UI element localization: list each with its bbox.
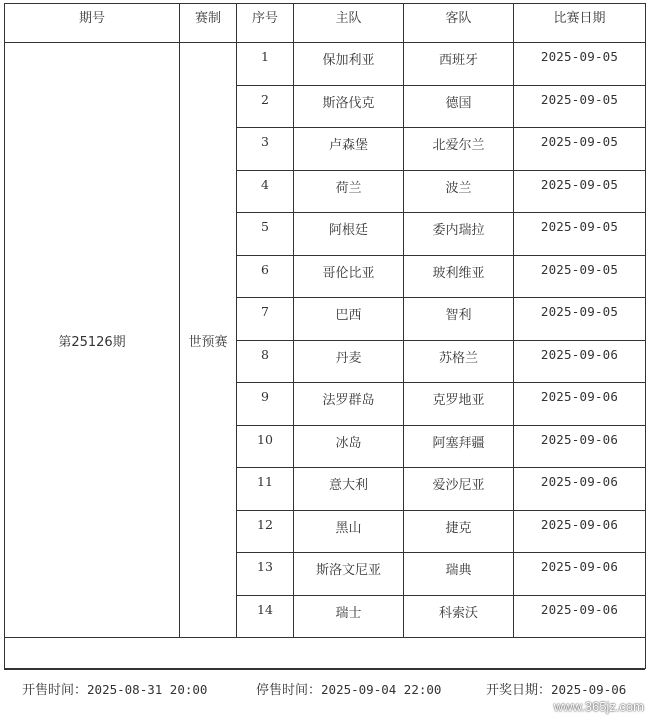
home-team-cell: 巴西 (294, 298, 404, 341)
match-index-cell: 10 (237, 425, 294, 468)
sale-start-label: 开售时间： (22, 683, 88, 698)
header-period: 期号 (5, 4, 180, 43)
away-team-cell: 波兰 (404, 170, 514, 213)
home-team-cell: 意大利 (294, 468, 404, 511)
site-watermark: www.365jz.com (553, 699, 644, 714)
period-cell: 第25126期 (5, 43, 180, 638)
match-schedule-table (4, 3, 646, 669)
header-competition: 赛制 (180, 4, 237, 43)
sale-stop-value: 2025-09-04 22:00 (321, 682, 442, 697)
home-team-cell: 黑山 (294, 510, 404, 553)
away-team-cell: 委内瑞拉 (404, 213, 514, 256)
match-index-cell: 1 (237, 43, 294, 86)
match-index-cell: 4 (237, 170, 294, 213)
home-team-cell: 哥伦比亚 (294, 255, 404, 298)
match-date-cell: 2025-09-05 (514, 213, 646, 256)
match-date-cell: 2025-09-05 (514, 128, 646, 171)
match-date-cell: 2025-09-06 (514, 510, 646, 553)
draw-date-label: 开奖日期： (486, 683, 552, 698)
home-team-cell: 丹麦 (294, 340, 404, 383)
match-date-cell: 2025-09-06 (514, 553, 646, 596)
header-match-date: 比赛日期 (514, 4, 646, 43)
header-index: 序号 (237, 4, 294, 43)
match-date-cell: 2025-09-05 (514, 43, 646, 86)
home-team-cell: 法罗群岛 (294, 383, 404, 426)
match-index-cell: 8 (237, 340, 294, 383)
match-date-cell: 2025-09-06 (514, 425, 646, 468)
match-date-cell: 2025-09-06 (514, 340, 646, 383)
away-team-cell: 智利 (404, 298, 514, 341)
away-team-cell: 玻利维亚 (404, 255, 514, 298)
match-date-cell: 2025-09-05 (514, 170, 646, 213)
away-team-cell: 爱沙尼亚 (404, 468, 514, 511)
spacer-row (5, 638, 646, 669)
header-home-team: 主队 (294, 4, 404, 43)
draw-date-value: 2025-09-06 (551, 682, 627, 697)
competition-cell: 世预赛 (180, 43, 237, 638)
away-team-cell: 科索沃 (404, 595, 514, 638)
match-index-cell: 9 (237, 383, 294, 426)
header-row (5, 4, 646, 43)
sale-start-value: 2025-08-31 20:00 (87, 682, 208, 697)
away-team-cell: 瑞典 (404, 553, 514, 596)
match-index-cell: 11 (237, 468, 294, 511)
match-date-cell: 2025-09-06 (514, 595, 646, 638)
match-index-cell: 6 (237, 255, 294, 298)
match-date-cell: 2025-09-05 (514, 85, 646, 128)
away-team-cell: 北爱尔兰 (404, 128, 514, 171)
home-team-cell: 冰岛 (294, 425, 404, 468)
match-date-cell: 2025-09-06 (514, 383, 646, 426)
away-team-cell: 苏格兰 (404, 340, 514, 383)
away-team-cell: 西班牙 (404, 43, 514, 86)
match-index-cell: 5 (237, 213, 294, 256)
away-team-cell: 捷克 (404, 510, 514, 553)
sales-info-footer (4, 669, 645, 710)
match-date-cell: 2025-09-05 (514, 255, 646, 298)
match-index-cell: 14 (237, 595, 294, 638)
home-team-cell: 斯洛文尼亚 (294, 553, 404, 596)
match-row (5, 43, 646, 86)
home-team-cell: 卢森堡 (294, 128, 404, 171)
match-index-cell: 7 (237, 298, 294, 341)
home-team-cell: 瑞士 (294, 595, 404, 638)
match-body (5, 43, 646, 669)
spacer-cell (5, 638, 646, 669)
lottery-schedule-sheet (4, 3, 645, 709)
match-index-cell: 2 (237, 85, 294, 128)
sale-start-time (22, 679, 207, 698)
away-team-cell: 克罗地亚 (404, 383, 514, 426)
home-team-cell: 保加利亚 (294, 43, 404, 86)
home-team-cell: 斯洛伐克 (294, 85, 404, 128)
match-index-cell: 12 (237, 510, 294, 553)
match-index-cell: 13 (237, 553, 294, 596)
match-date-cell: 2025-09-05 (514, 298, 646, 341)
sale-stop-time (256, 679, 441, 698)
match-index-cell: 3 (237, 128, 294, 171)
home-team-cell: 阿根廷 (294, 213, 404, 256)
home-team-cell: 荷兰 (294, 170, 404, 213)
header-away-team: 客队 (404, 4, 514, 43)
sale-stop-label: 停售时间： (256, 683, 322, 698)
match-date-cell: 2025-09-06 (514, 468, 646, 511)
away-team-cell: 德国 (404, 85, 514, 128)
draw-date (486, 679, 626, 698)
away-team-cell: 阿塞拜疆 (404, 425, 514, 468)
